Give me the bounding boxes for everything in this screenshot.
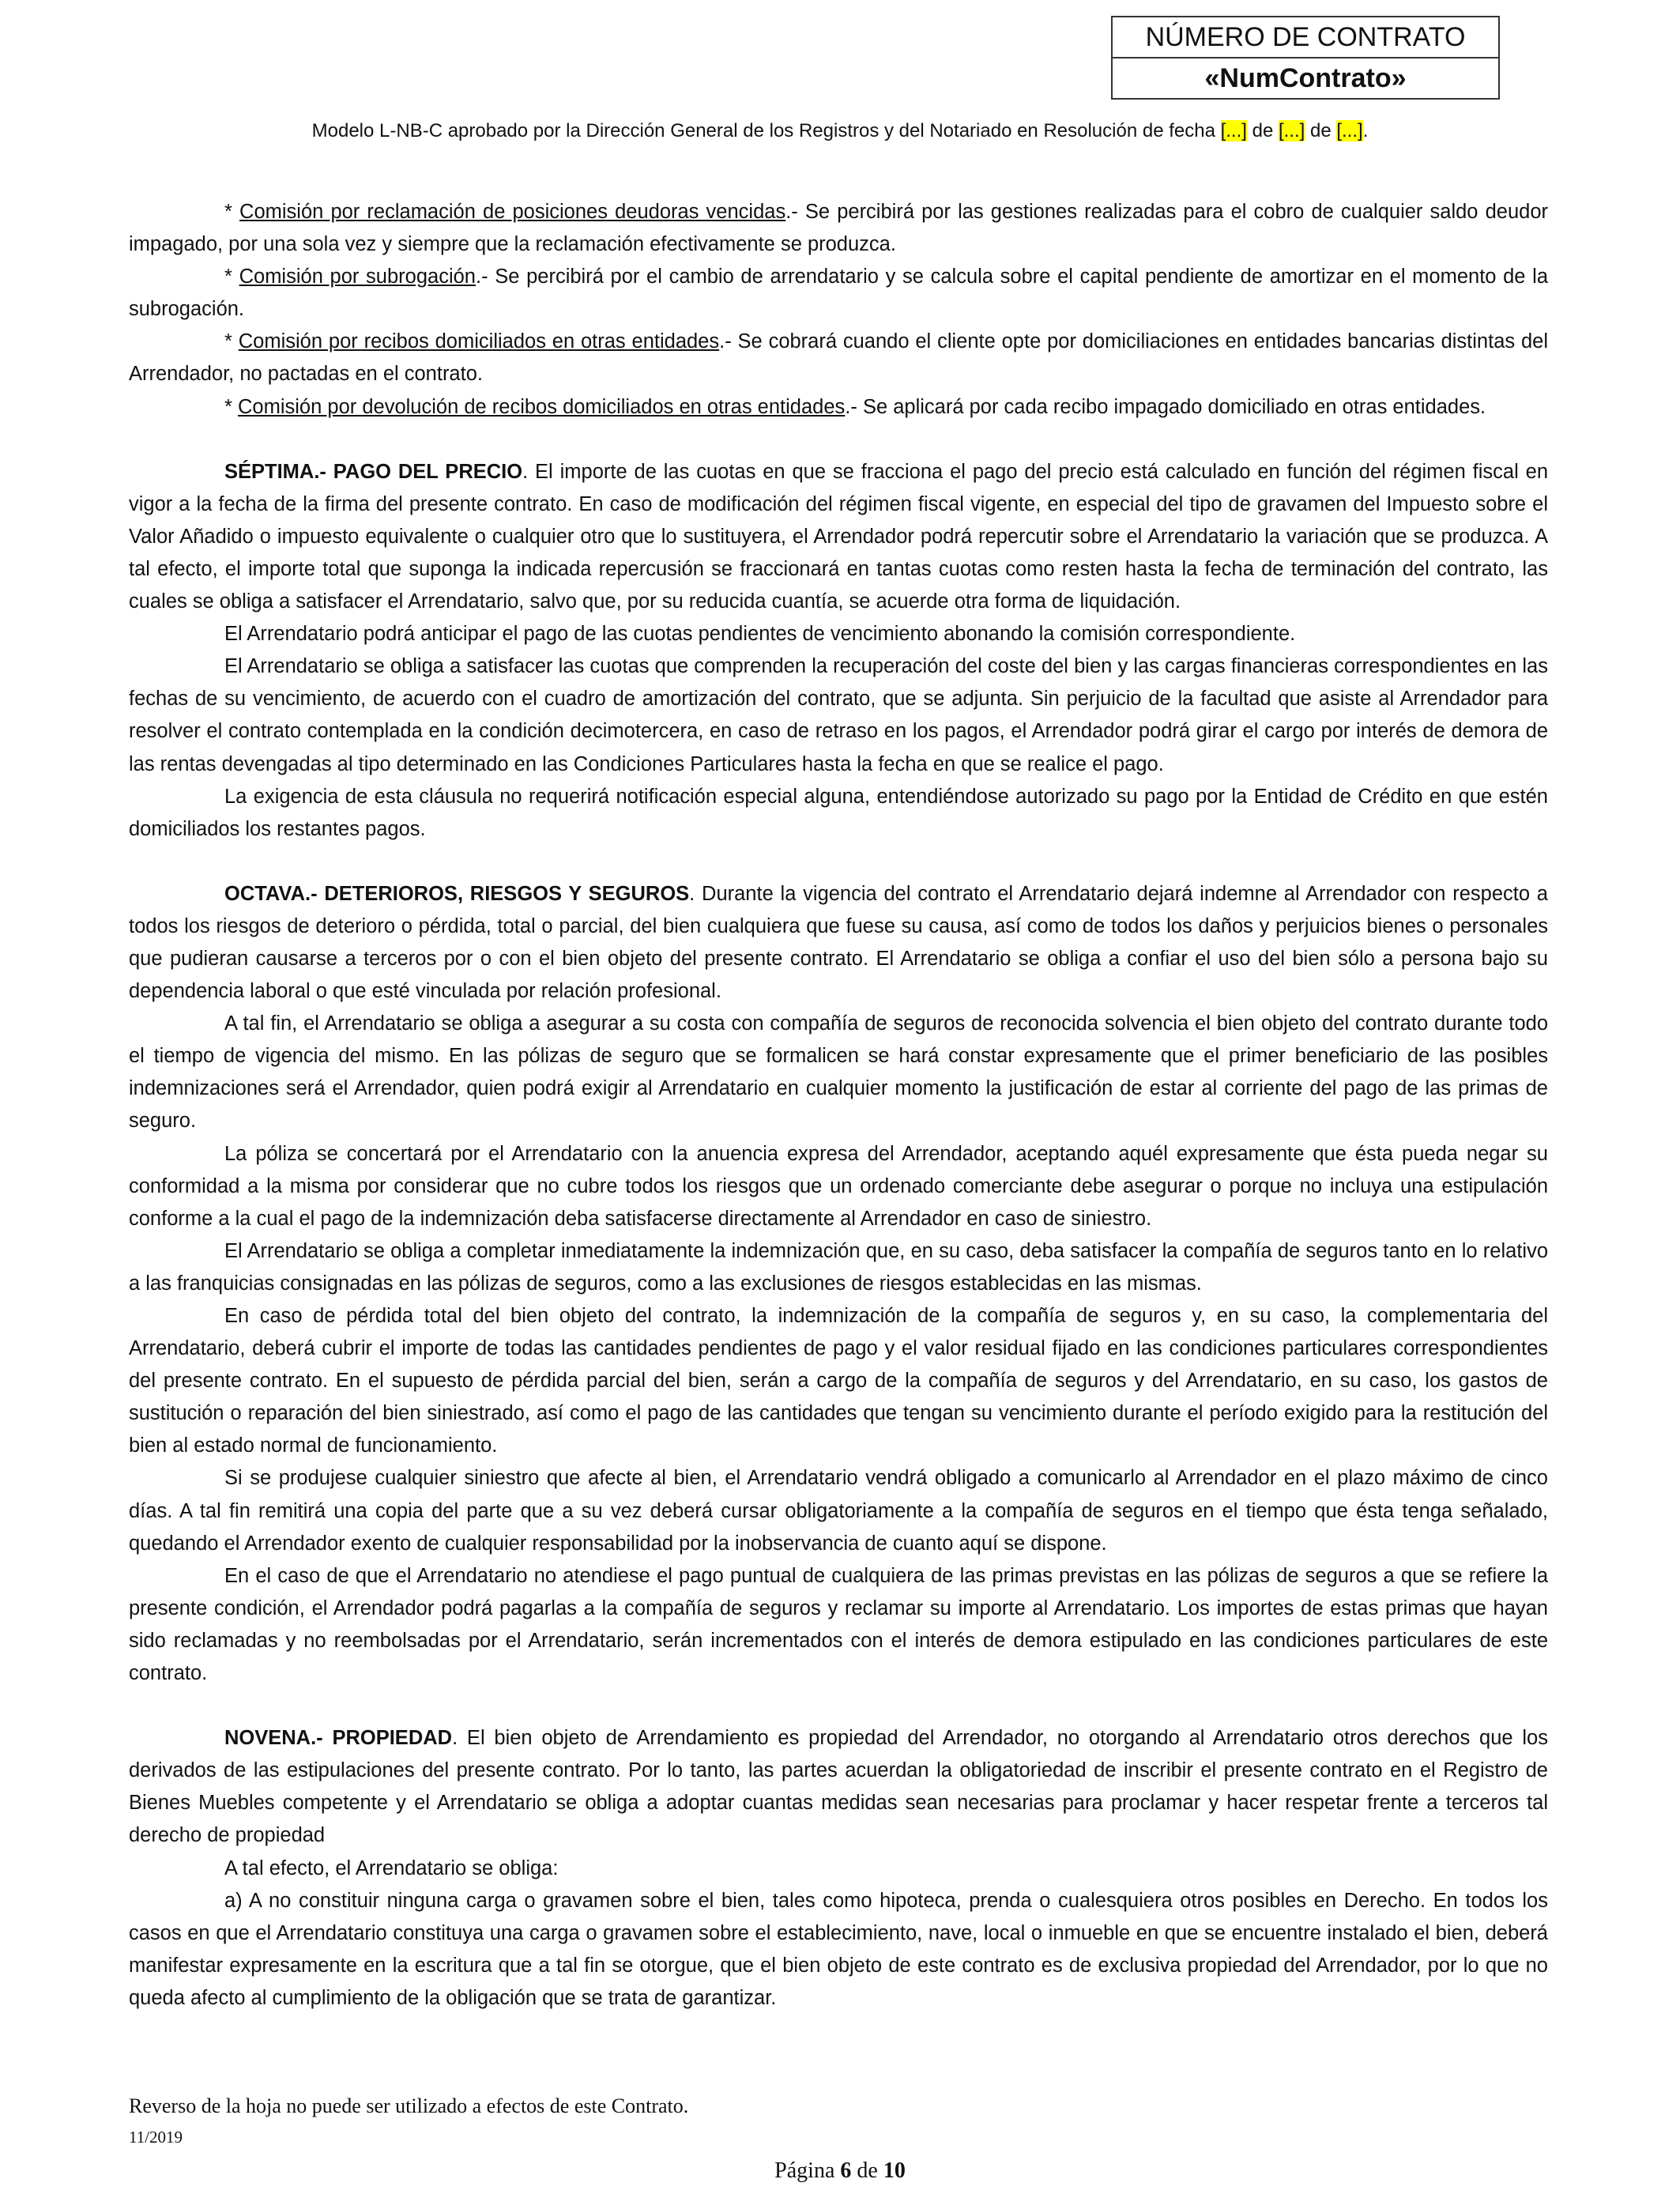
clause-ninth-p2: A tal efecto, el Arrendatario se obliga: xyxy=(224,1857,559,1879)
date-placeholder-year: [...] xyxy=(1336,120,1363,141)
clause-eighth-p3: La póliza se concertará por el Arrendatario con la anuencia expresa del Arrendador, aceptando aquél expresamente que ésta pueda negar su conformidad a la misma por considerar que no cubre todos los riesgos que un ordenado comerciante debe asegurar o porque no incluya una estipulación conforme a la cual el pago de la indemnización deba satisfacerse directamente al Arrendador en caso de siniestro. xyxy=(129,1142,1548,1230)
clause-ninth-title: NOVENA.- PROPIEDAD xyxy=(224,1727,453,1750)
clause-eighth-p7: En el caso de que el Arrendatario no atendiese el pago puntual de cualquiera de las primas previstas en las pólizas de seguros a que se refiere la presente condición, el Arrendador podrá pagarlas a la compañía de seguros y reclamar su importe al Arrendatario. Los importes de estas primas que hayan sido reclamadas y no reembolsadas por el Arrendatario, serán incrementados con el interés de demora estipulado en las condiciones particulares de este contrato. xyxy=(129,1564,1548,1685)
clause-eighth-paragraph xyxy=(129,878,1548,1008)
clause-ninth-text: . El bien objeto de Arrendamiento es propiedad del Arrendador, no otorgando al Arrendatario otros derechos que los derivados de las estipulaciones del presente contrato. Por lo tanto, las partes acuerdan la obligatoriedad de inscribir el presente contrato en el Registro de Bienes Muebles competente y el Arrendatario se obliga a adoptar cuantas medidas sean necesarias para proclamar y hacer respetar frente a terceros tal derecho de propiedad xyxy=(129,1727,1548,1847)
commission-returns-heading: Comisión por devolución de recibos domiciliados en otras entidades xyxy=(238,395,846,418)
clause-eighth-p4: El Arrendatario se obliga a completar inmediatamente la indemnización que, en su caso, deba satisfacer la compañía de seguros tanto en lo relativo a las franquicias consignadas en las pólizas de seguros, como a las exclusiones de riesgos establecidas en las mismas. xyxy=(129,1239,1548,1295)
commission-receipts-text: .- Se cobrará cuando el cliente opte por domiciliaciones en entidades bancarias distintas del Arrendador, no pactadas en el contrato. xyxy=(129,330,1548,386)
commission-returns-paragraph xyxy=(129,391,1548,424)
commission-returns-text: .- Se aplicará por cada recibo impagado domiciliado en otras entidades. xyxy=(845,395,1486,418)
section-gap xyxy=(129,424,1548,456)
contract-number-value: «NumContrato» xyxy=(1204,63,1407,93)
clause-eighth-p2: A tal fin, el Arrendatario se obliga a asegurar a su costa con compañía de seguros de reconocida solvencia el bien objeto del contrato durante todo el tiempo de vigencia del mismo. En las pólizas de seguro que se formalicen se hará constar expresamente que el primer beneficiario de las posibles indemnizaciones será el Arrendador, quien podrá exigir al Arrendatario en cualquier momento la justificación de estar al corriente del pago de las primas de seguro. xyxy=(129,1012,1548,1133)
bullet-star: * xyxy=(224,330,239,353)
period-text: . xyxy=(1362,120,1369,141)
clause-eighth-p6: Si se produjese cualquier siniestro que afecte al bien, el Arrendatario vendrá obligado a comunicarlo al Arrendador en el plazo máximo de cinco días. A tal fin remitirá una copia del parte que a su vez deberá cursar obligatoriamente a la compañía de seguros en el tiempo que ésta tenga señalado, quedando el Arrendador exento de cualquier responsabilidad por la inobservancia de cuanto aquí se dispone. xyxy=(129,1467,1548,1555)
page-label: Página xyxy=(774,2158,841,2183)
model-approval-line xyxy=(0,120,1680,142)
commission-claims-paragraph xyxy=(129,196,1548,261)
commission-receipts-heading: Comisión por recibos domiciliados en otras entidades xyxy=(238,330,720,353)
commission-claims-heading: Comisión por reclamación de posiciones deudoras vencidas xyxy=(239,201,786,223)
footer-date: 11/2019 xyxy=(129,2128,183,2147)
clause-ninth-paragraph xyxy=(129,1722,1548,1852)
date-placeholder-month: [...] xyxy=(1278,120,1305,141)
contract-body xyxy=(129,196,1548,2015)
commission-claims-text: .- Se percibirá por las gestiones realizadas para el cobro de cualquier saldo deudor impagado, por una sola vez y siempre que la reclamación efectivamente se produzca. xyxy=(129,201,1549,256)
footer-note: Reverso de la hoja no puede ser utilizado a efectos de este Contrato. xyxy=(129,2094,689,2117)
page-current: 6 xyxy=(840,2158,852,2183)
commission-receipts-paragraph xyxy=(129,326,1548,390)
clause-ninth-p3: a) A no constituir ninguna carga o gravamen sobre el bien, tales como hipoteca, prenda o cualesquiera otros posibles en Derecho. En todos los casos en que el Arrendatario constituya una carga o gravamen sobre el establecimiento, nave, local o inmueble en que se encuentre instalado el bien, deberá manifestar expresamente en la escritura que a tal fin se otorgue, que el bien objeto de este contrato es de exclusiva propiedad del Arrendador, por lo que no queda afecto al cumplimiento de la obligación que se trata de garantizar. xyxy=(129,1889,1548,2009)
clause-seventh-p4: La exigencia de esta cláusula no requerirá notificación especial alguna, entendiéndose autorizado su pago por la Entidad de Crédito en que estén domiciliados los restantes pagos. xyxy=(129,785,1548,840)
clause-eighth-title: OCTAVA.- DETERIOROS, RIESGOS Y SEGUROS xyxy=(224,882,690,905)
de-text: de xyxy=(1246,120,1279,141)
clause-eighth-text: . Durante la vigencia del contrato el Arrendatario dejará indemne al Arrendador con respecto a todos los riesgos de deterioro o pérdida, total o parcial, del bien cualquiera que fuese su causa, así como de todos los daños y perjuicios bienes o personales que pudieran causarse a terceros por o con el bien objeto del presente contrato. El Arrendatario se obliga a confiar el uso del bien sólo a persona bajo su dependencia laboral o que esté vinculada por relación profesional. xyxy=(129,882,1548,1003)
commission-subrogation-paragraph xyxy=(129,261,1548,326)
page-number xyxy=(0,2158,1680,2184)
bullet-star: * xyxy=(224,266,239,288)
date-placeholder-day: [...] xyxy=(1220,120,1247,141)
model-text: Modelo L-NB-C aprobado por la Dirección General de los Registros y del Notariado en Resolución de fecha xyxy=(311,120,1221,141)
clause-seventh-text: . El importe de las cuotas en que se fracciona el pago del precio está calculado en función del régimen fiscal en vigor a la fecha de la firma del presente contrato. En caso de modificación del régimen fiscal vigente, en especial del tipo de gravamen del Impuesto sobre el Valor Añadido o impuesto equivalente o cualquier otro que lo sustituyera, el Arrendador podrá repercutir sobre el Arrendatario la variación que se produzca. A tal efecto, el importe total que suponga la indicada repercusión se fraccionará en tantas cuotas como resten hasta la fecha de terminación del contrato, las cuales se obliga a satisfacer el Arrendatario, salvo que, por su reducida cuantía, se acuerde otra forma de liquidación. xyxy=(129,460,1548,613)
page-total: 10 xyxy=(883,2158,906,2183)
section-gap xyxy=(129,1690,1548,1722)
commission-subrogation-heading: Comisión por subrogación xyxy=(239,266,476,288)
de-text: de xyxy=(1305,120,1337,141)
bullet-star: * xyxy=(224,395,239,418)
bullet-star: * xyxy=(224,201,240,223)
clause-seventh-title: SÉPTIMA.- PAGO DEL PRECIO xyxy=(224,460,523,483)
page-of-label: de xyxy=(851,2158,883,2183)
clause-seventh-paragraph xyxy=(129,456,1548,618)
section-gap xyxy=(129,846,1548,878)
clause-seventh-p2: El Arrendatario podrá anticipar el pago de las cuotas pendientes de vencimiento abonando la comisión correspondiente. xyxy=(224,623,1296,646)
contract-number-box xyxy=(1111,16,1500,100)
clause-eighth-p5: En caso de pérdida total del bien objeto del contrato, la indemnización de la compañía de seguros y, en su caso, la complementaria del Arrendatario, deberá cubrir el importe de todas las cantidades pendientes de pago y el valor residual fijado en las condiciones particulares correspondientes del presente contrato. En el supuesto de pérdida parcial del bien, serán a cargo de la compañía de seguros y del Arrendatario, en su caso, los gastos de sustitución o reparación del bien siniestrado, así como el pago de las cantidades que tengan su vencimiento durante el período exigido para la restitución del bien al estado normal de funcionamiento. xyxy=(129,1305,1548,1457)
commission-subrogation-text: .- Se percibirá por el cambio de arrendatario y se calcula sobre el capital pendiente de amortizar en el momento de la subrogación. xyxy=(129,266,1548,321)
clause-seventh-p3: El Arrendatario se obliga a satisfacer las cuotas que comprenden la recuperación del coste del bien y las cargas financieras correspondientes en las fechas de su vencimiento, de acuerdo con el cuadro de amortización del contrato, que se adjunta. Sin perjuicio de la facultad que asiste al Arrendador para resolver el contrato contemplada en la condición decimotercera, en caso de retraso en los pagos, el Arrendador podrá girar el cargo por interés de demora de las rentas devengadas al tipo determinado en las Condiciones Particulares hasta la fecha en que se realice el pago. xyxy=(129,655,1548,775)
contract-number-title: NÚMERO DE CONTRATO xyxy=(1113,17,1498,58)
